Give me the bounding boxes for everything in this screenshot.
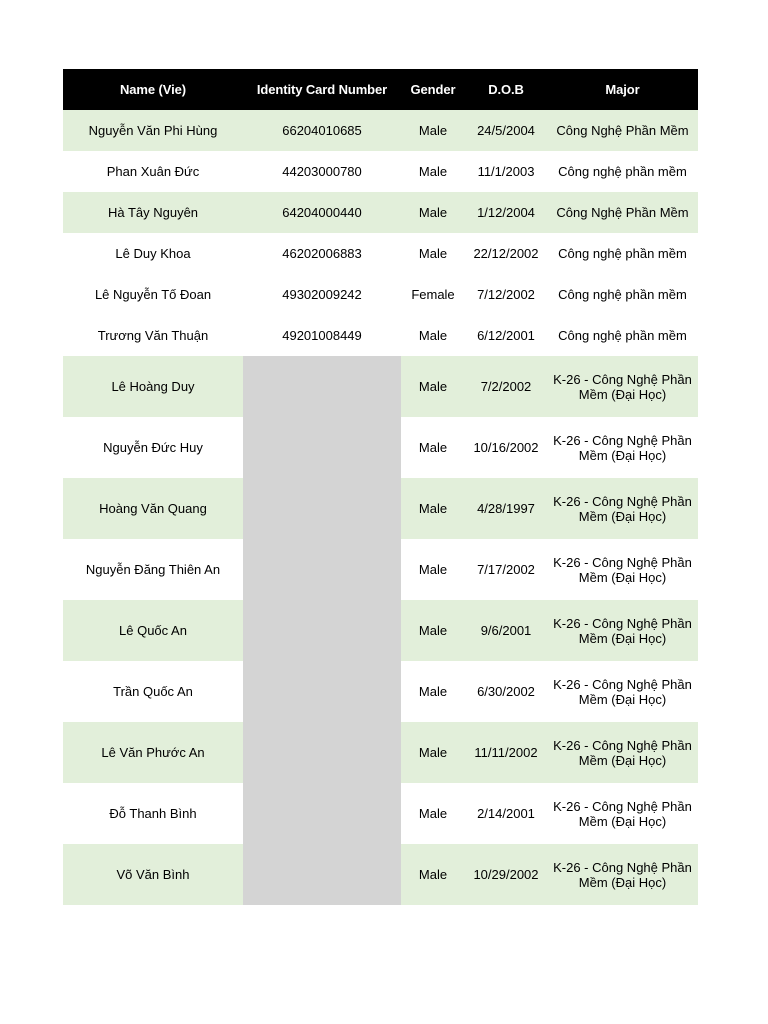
cell-major: K-26 - Công Nghệ Phần Mềm (Đại Học) xyxy=(553,554,692,585)
cell-identity-card-redacted xyxy=(243,783,401,844)
table-row xyxy=(63,539,698,600)
cell-dob: 9/6/2001 xyxy=(465,600,547,661)
cell-identity-card-redacted xyxy=(243,417,401,478)
cell-dob: 6/12/2001 xyxy=(477,328,535,343)
table-row xyxy=(63,722,698,783)
cell-dob: 7/12/2002 xyxy=(477,287,535,302)
cell-gender: Male xyxy=(418,440,448,455)
cell-identity-card: 44203000780 xyxy=(282,164,362,179)
table-row xyxy=(63,844,698,905)
table-row xyxy=(63,110,698,151)
cell-major: Công Nghệ Phần Mềm xyxy=(547,192,698,233)
cell-dob: 2/14/2001 xyxy=(477,806,535,821)
cell-name: Nguyễn Đức Huy xyxy=(103,440,203,455)
cell-gender: Male xyxy=(401,110,465,151)
student-table xyxy=(63,69,698,905)
cell-major: K-26 - Công Nghệ Phần Mềm (Đại Học) xyxy=(547,722,698,783)
table-row xyxy=(63,478,698,539)
cell-name: Lê Văn Phước An xyxy=(63,722,243,783)
cell-identity-card: 66204010685 xyxy=(243,110,401,151)
cell-name: Lê Duy Khoa xyxy=(115,246,191,261)
cell-gender: Male xyxy=(401,722,465,783)
cell-major: K-26 - Công Nghệ Phần Mềm (Đại Học) xyxy=(547,600,698,661)
header-major: Major xyxy=(547,69,698,110)
cell-gender: Female xyxy=(411,287,455,302)
cell-identity-card: 49302009242 xyxy=(282,287,362,302)
cell-identity-card-redacted xyxy=(243,661,401,722)
cell-gender: Male xyxy=(418,684,448,699)
cell-name: Trần Quốc An xyxy=(113,684,193,699)
cell-major: Công nghệ phần mềm xyxy=(558,164,687,179)
table-row xyxy=(63,274,698,315)
cell-name: Nguyễn Văn Phi Hùng xyxy=(63,110,243,151)
cell-name: Võ Văn Bình xyxy=(63,844,243,905)
header-identity-card: Identity Card Number xyxy=(243,69,401,110)
cell-name: Nguyễn Đăng Thiên An xyxy=(85,562,221,577)
cell-major: K-26 - Công Nghệ Phần Mềm (Đại Học) xyxy=(553,798,692,829)
cell-major: K-26 - Công Nghệ Phần Mềm (Đại Học) xyxy=(547,356,698,417)
header-name: Name (Vie) xyxy=(63,69,243,110)
cell-major: K-26 - Công Nghệ Phần Mềm (Đại Học) xyxy=(547,844,698,905)
cell-identity-card: 64204000440 xyxy=(243,192,401,233)
cell-dob: 24/5/2004 xyxy=(465,110,547,151)
cell-gender: Male xyxy=(401,192,465,233)
cell-dob: 11/11/2002 xyxy=(465,722,547,783)
cell-identity-card-redacted xyxy=(243,356,401,417)
cell-dob: 7/2/2002 xyxy=(465,356,547,417)
cell-name: Lê Nguyễn Tố Đoan xyxy=(94,287,212,302)
cell-name: Phan Xuân Đức xyxy=(106,164,200,179)
cell-identity-card-redacted xyxy=(243,844,401,905)
cell-identity-card-redacted xyxy=(243,722,401,783)
table-row xyxy=(63,315,698,356)
cell-dob: 1/12/2004 xyxy=(465,192,547,233)
cell-name: Đỗ Thanh Bình xyxy=(109,806,197,821)
table-row xyxy=(63,661,698,722)
cell-identity-card: 46202006883 xyxy=(282,246,362,261)
cell-major: Công nghệ phần mềm xyxy=(558,246,687,261)
cell-gender: Male xyxy=(418,164,448,179)
table-row xyxy=(63,151,698,192)
cell-name: Hà Tây Nguyên xyxy=(63,192,243,233)
table-row xyxy=(63,356,698,417)
cell-identity-card-redacted xyxy=(243,478,401,539)
cell-major: Công Nghệ Phần Mềm xyxy=(547,110,698,151)
header-gender: Gender xyxy=(401,69,465,110)
table-row xyxy=(63,600,698,661)
cell-dob: 22/12/2002 xyxy=(473,246,539,261)
cell-major: Công nghệ phần mềm xyxy=(558,328,687,343)
table-row xyxy=(63,417,698,478)
cell-dob: 10/16/2002 xyxy=(473,440,539,455)
cell-identity-card-redacted xyxy=(243,539,401,600)
cell-major: K-26 - Công Nghệ Phần Mềm (Đại Học) xyxy=(547,478,698,539)
cell-identity-card-redacted xyxy=(243,600,401,661)
cell-identity-card: 49201008449 xyxy=(282,328,362,343)
header-row xyxy=(63,69,698,110)
cell-name: Trương Văn Thuận xyxy=(97,328,209,343)
cell-gender: Male xyxy=(418,328,448,343)
cell-gender: Male xyxy=(418,562,448,577)
table-row xyxy=(63,192,698,233)
table-row xyxy=(63,783,698,844)
cell-gender: Male xyxy=(418,246,448,261)
cell-gender: Male xyxy=(401,478,465,539)
table-row xyxy=(63,233,698,274)
cell-major: K-26 - Công Nghệ Phần Mềm (Đại Học) xyxy=(553,676,692,707)
cell-dob: 10/29/2002 xyxy=(465,844,547,905)
cell-gender: Male xyxy=(401,844,465,905)
cell-gender: Male xyxy=(418,806,448,821)
cell-major: Công nghệ phần mềm xyxy=(558,287,687,302)
cell-dob: 11/1/2003 xyxy=(477,164,535,179)
student-table-container xyxy=(63,69,698,905)
cell-major: K-26 - Công Nghệ Phần Mềm (Đại Học) xyxy=(553,432,692,463)
header-dob: D.O.B xyxy=(465,69,547,110)
cell-gender: Male xyxy=(401,356,465,417)
cell-dob: 6/30/2002 xyxy=(477,684,535,699)
cell-dob: 7/17/2002 xyxy=(477,562,535,577)
cell-name: Hoàng Văn Quang xyxy=(63,478,243,539)
cell-name: Lê Hoàng Duy xyxy=(63,356,243,417)
cell-gender: Male xyxy=(401,600,465,661)
cell-name: Lê Quốc An xyxy=(63,600,243,661)
cell-dob: 4/28/1997 xyxy=(465,478,547,539)
